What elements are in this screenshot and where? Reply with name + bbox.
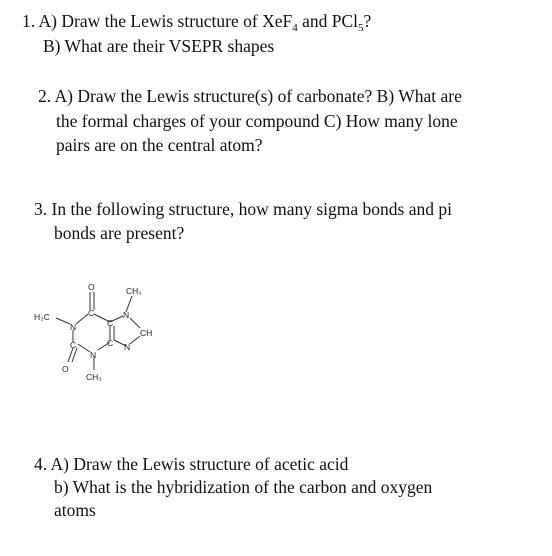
q1-line-a-mid: and PCl — [297, 11, 359, 31]
q2-line-3: pairs are on the central atom? — [56, 135, 263, 155]
caffeine-structure-diagram — [18, 278, 178, 398]
o2-label: O — [62, 364, 69, 374]
q3-line-2: bonds are present? — [54, 223, 185, 243]
q4-line-1: 4. A) Draw the Lewis structure of acetic acid — [34, 454, 349, 474]
n4-label: N — [90, 350, 97, 360]
c1-label: C — [88, 308, 95, 318]
pcl-subscript: 5 — [358, 22, 364, 34]
ch-label: CH — [140, 328, 153, 338]
h3c-label: H₃C — [34, 312, 50, 322]
q2-line-1: 2. A) Draw the Lewis structure(s) of carbonate? B) What are — [38, 86, 462, 106]
q2-line-2: the formal charges of your compound C) How many lone — [56, 111, 458, 131]
ch3-top-label: CH₃ — [126, 286, 142, 296]
q1-line-a-end: ? — [363, 11, 372, 31]
n3-label: N — [124, 342, 131, 352]
c2-label: C — [107, 318, 114, 328]
q1-line-b: B) What are their VSEPR shapes — [43, 36, 275, 56]
ch3-bottom-label: CH₃ — [86, 372, 102, 382]
q4-line-3: atoms — [54, 500, 96, 520]
q1-line-a — [22, 10, 371, 35]
n1-label: N — [70, 322, 77, 332]
xef-subscript: 4 — [292, 22, 298, 34]
q1-line-a-text: 1. A) Draw the Lewis structure of XeF — [22, 11, 293, 31]
q3-line-1: 3. In the following structure, how many sigma bonds and pi — [34, 199, 452, 219]
n2-label: N — [123, 310, 130, 320]
o1-label: O — [88, 282, 95, 292]
q4-line-2: b) What is the hybridization of the carbon and oxygen — [54, 477, 433, 497]
c4-label: C — [70, 340, 77, 350]
c3-label: C — [107, 338, 114, 348]
